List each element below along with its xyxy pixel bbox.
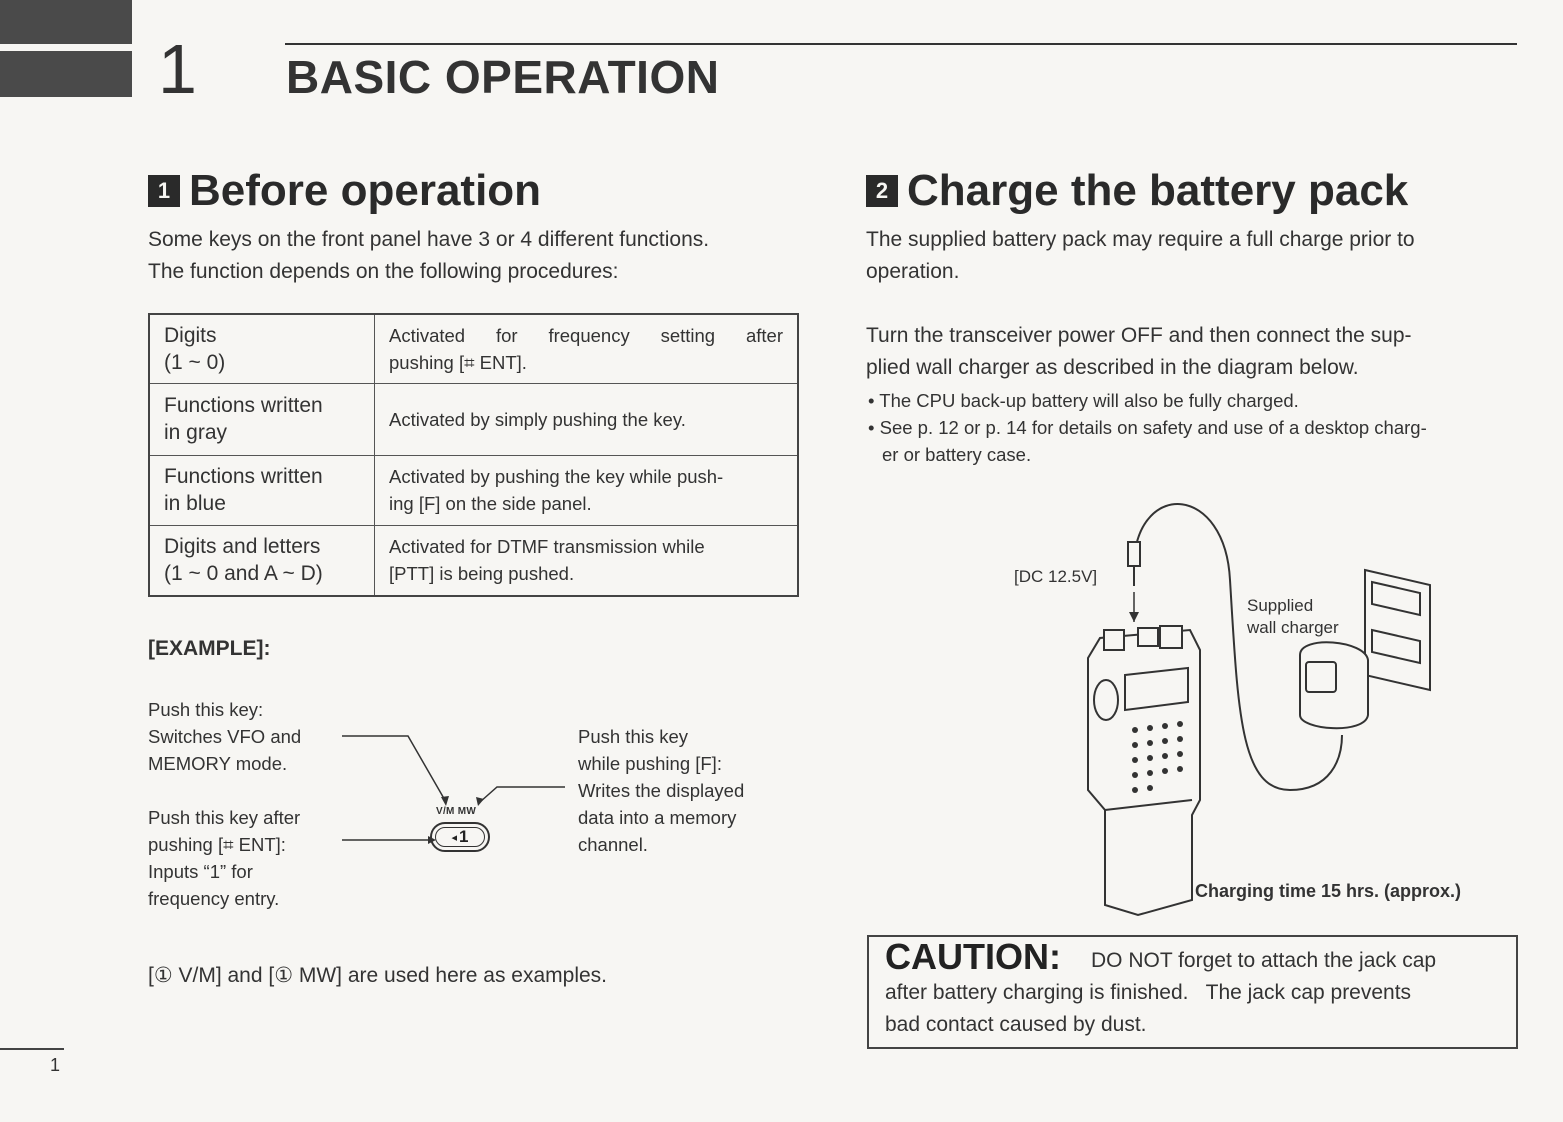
intro-line: Some keys on the front panel have 3 or 4 different functions. xyxy=(148,228,710,251)
section-number-badge: 2 xyxy=(866,175,898,207)
wall-charger-icon xyxy=(1300,642,1368,728)
text-line: data into a memory xyxy=(578,807,737,828)
cell-line: Functions written xyxy=(164,394,323,417)
caution-line: bad contact caused by dust. xyxy=(885,1013,1147,1036)
example-key-1 xyxy=(430,822,490,852)
antenna-connector xyxy=(1104,630,1124,650)
page-number: 1 xyxy=(50,1055,61,1075)
section-title-text: Charge the battery pack xyxy=(907,166,1409,215)
bullet-item: • The CPU back-up battery will also be fully charged. xyxy=(868,390,1299,411)
intro-line: The function depends on the following procedures: xyxy=(148,260,619,283)
control-knob xyxy=(1138,628,1158,646)
section-charge-battery-title xyxy=(866,166,1408,216)
key-function-label: V/M MW xyxy=(436,806,477,817)
cell-line: pushing [⌗ ENT]. xyxy=(389,351,527,373)
section2-para2 xyxy=(866,320,1526,384)
cell-line: in gray xyxy=(164,421,228,444)
text-line: The supplied battery pack may require a full charge prior to xyxy=(866,228,1415,251)
caution-word: CAUTION: xyxy=(885,936,1061,977)
section-number-badge: 1 xyxy=(148,175,180,207)
cell-line: Activated by pushing the key while push- xyxy=(389,466,724,487)
example-note: [① V/M] and [① MW] are used here as examples. xyxy=(148,964,607,987)
text-line: Switches VFO and xyxy=(148,726,302,747)
cell-line: (1 ~ 0) xyxy=(164,350,226,374)
chapter-title: BASIC OPERATION xyxy=(286,51,720,103)
text-line: channel. xyxy=(578,834,648,855)
cell-line: Activated by simply pushing the key. xyxy=(389,408,686,430)
text-line: pushing [⌗ ENT]: xyxy=(148,834,286,855)
section2-para1 xyxy=(866,224,1526,288)
arrowhead xyxy=(476,797,484,806)
cell-line: (1 ~ 0 and A ~ D) xyxy=(164,562,323,586)
bullet-item: • See p. 12 or p. 14 for details on safety and use of a desktop charg- xyxy=(868,417,1427,438)
chapter-number: 1 xyxy=(158,30,197,108)
cell-line: [PTT] is being pushed. xyxy=(389,563,575,585)
bullet-item: er or battery case. xyxy=(882,444,1032,465)
cell-line: ing [F] on the side panel. xyxy=(389,493,592,514)
text-line: MEMORY mode. xyxy=(148,753,288,774)
charger-label xyxy=(1247,595,1339,639)
cell-line: Functions written xyxy=(164,465,323,488)
cell-line: Activated for frequency setting after xyxy=(389,324,783,346)
example-title: [EXAMPLE]: xyxy=(148,637,271,660)
example-leader-lines xyxy=(0,0,800,900)
key-face xyxy=(435,827,485,847)
control-knob xyxy=(1160,626,1182,648)
key-digit: 1 xyxy=(459,827,469,846)
cell-line: Digits and letters xyxy=(164,535,321,559)
caution-text: DO NOT forget to attach the jack cap xyxy=(1090,949,1437,972)
text-line: Inputs “1” for xyxy=(148,861,253,882)
cell-line: Activated for DTMF transmission while xyxy=(389,536,705,558)
text-line: Push this key: xyxy=(148,699,264,720)
arrowhead xyxy=(441,796,449,806)
dc-jack-label: [DC 12.5V] xyxy=(1014,567,1098,586)
section-title-text: Before operation xyxy=(189,166,542,215)
key-arrow-icon: ◂ xyxy=(451,831,458,844)
section2-bullets xyxy=(868,387,1528,468)
caution-line: after battery charging is finished. The jack cap prevents xyxy=(885,981,1412,1004)
text-line: Push this key xyxy=(578,726,689,747)
leader-line-right xyxy=(480,787,565,802)
leader-line-left-top xyxy=(342,736,446,802)
text-line: Writes the displayed xyxy=(578,780,745,801)
text-line: plied wall charger as described in the diagram below. xyxy=(866,356,1359,379)
text-line: Turn the transceiver power OFF and then connect the sup- xyxy=(866,324,1412,347)
text-line: Push this key after xyxy=(148,807,301,828)
dc-plug-icon xyxy=(1128,542,1140,566)
charging-diagram xyxy=(1000,490,1540,930)
label-line: wall charger xyxy=(1247,618,1339,637)
cell-line: Digits xyxy=(164,323,217,347)
footer-rule xyxy=(0,1048,64,1050)
text-line: while pushing [F]: xyxy=(578,753,722,774)
text-line: frequency entry. xyxy=(148,888,280,909)
caution-box xyxy=(867,935,1518,1049)
cell-line: in blue xyxy=(164,492,226,515)
caution-line xyxy=(885,936,1500,977)
text-line: operation. xyxy=(866,260,960,283)
charging-time-label: Charging time 15 hrs. (approx.) xyxy=(1195,881,1462,901)
label-line: Supplied xyxy=(1247,596,1314,615)
